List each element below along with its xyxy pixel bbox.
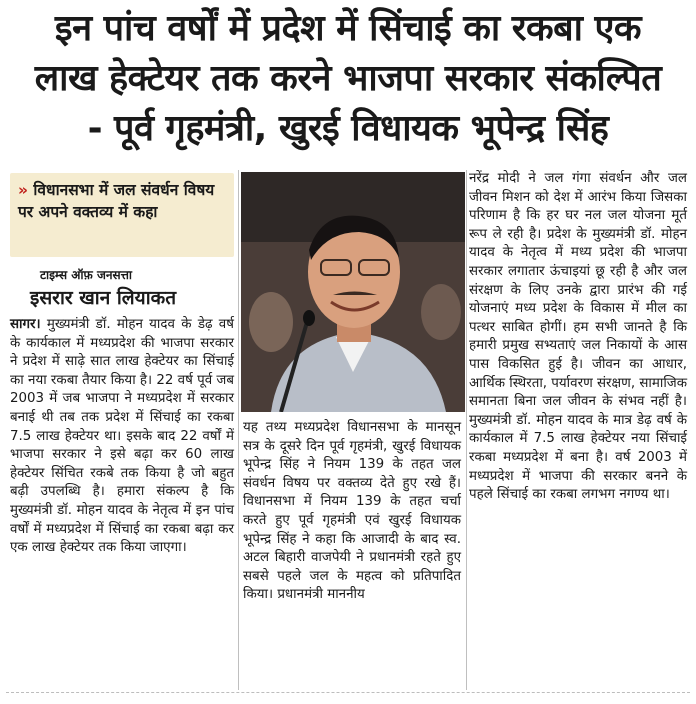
portrait-photo [241, 172, 465, 412]
highlight-text: विधानसभा में जल संवर्धन विषय पर अपने वक्तव्य में कहा [18, 181, 215, 221]
chevron-right-icon: » [18, 181, 29, 199]
bottom-border [6, 692, 690, 693]
article-column-2 [243, 419, 461, 605]
column-3-text: नरेंद्र मोदी ने जल गंगा संवर्धन और जल जीवन मिशन को देश में आरंभ किया जिसका परिणाम है कि हर घर नल जल योजना मूर्त रूप ले रही है। प्रदेश के मुख्यमंत्री डॉ. मोहन यादव के नेतृत्व में मध्य प्रदेश की भाजपा सरकार लगातार ऊंचाइयां छू रही है और जल संरक्षण के लिए उनके द्वारा प्रारंभ की गई योजनाएं मध्य प्रदेश के विकास में मील का पत्थर साबित होगीं। हम सभी जानते है कि हमारी प्रमुख सभ्यताएं जल निकायों के आस पास विकसित हुई है। जीवन का आधार, आर्थिक स्थिरता, पर्यावरण संरक्षण, सामाजिक समानता बिना जल जीवन के संभव नहीं है। मुख्यमंत्री डॉ. मोहन यादव के मात्र डेढ़ वर्ष के कार्यकाल में 7.5 लाख हेक्टेयर नया सिंचाई रकबा मध्यप्रदेश में बना है। वर्ष 2003 में मध्यप्रदेश में भाजपा की सरकार बनने के पहले सिंचाई का रकबा लगभग नगण्य था। [469, 171, 688, 503]
headline-line-1: इन पांच वर्षों में प्रदेश में सिंचाई का रकबा एक [54, 8, 642, 49]
portrait-illustration [241, 172, 465, 412]
headline [6, 4, 690, 154]
headline-line-3: - पूर्व गृहमंत्री, खुरई विधायक भूपेन्द्र सिंह [87, 108, 609, 149]
column-1-text: मुख्यमंत्री डॉ. मोहन यादव के डेढ़ वर्ष के कार्यकाल में मध्यप्रदेश की भाजपा सरकार ने प्रदेश में साढ़े सात लाख हेक्टेयर का सिंचाई का नया रकबा तैयार किया है। 22 वर्ष पूर्व जब 2003 में जब भाजपा ने मध्यप्रदेश में सरकार बनाई थी तब तक प्रदेश में सिंचाई का रकबा 7.5 लाख हेक्टेयर था। इसके बाद 22 वर्षों में भाजपा सरकार ने इसे बढ़ा कर 60 लाख हेक्टेयर सिंचित रकबे तक किया है जो बहुत बढ़ी उपलब्धि है। हमारा संकल्प है कि मुख्यमंत्री डॉ. मोहन यादव के नेतृत्व में इन पांच वर्षों में मध्यप्रदेश में सिंचाई का रकबा बढ़ा कर एक लाख हेक्टेयर तक किया जाएगा। [10, 317, 234, 556]
column-2-text: यह तथ्य मध्यप्रदेश विधानसभा के मानसून सत्र के दूसरे दिन पूर्व गृहमंत्री, खुरई विधायक भूपेन्द्र सिंह ने नियम 139 के तहत जल संवर्धन विषय पर वक्तव्य देते हुए रखे हैं। विधानसभा में नियम 139 के तहत चर्चा करते हुए पूर्व गृहमंत्री एवं खुरई विधायक भूपेन्द्र सिंह ने कहा कि आजादी के बाद स्व. अटल बिहारी वाजपेयी ने प्रधानमंत्री रहते हुए सबसे पहले जल के महत्व को प्रतिपादित किया। प्रधानमंत्री माननीय [243, 420, 461, 603]
author-byline: इसरार खान लियाकत [30, 287, 177, 309]
source-credit: टाइम्स ऑफ़ जनसत्ता [40, 268, 133, 282]
article-column-3 [469, 170, 687, 505]
highlight-box [10, 173, 234, 257]
article-column-1 [10, 316, 234, 558]
headline-line-2: लाख हेक्टेयर तक करने भाजपा सरकार संकल्पित [34, 58, 662, 99]
column-divider [466, 170, 467, 690]
column-divider [238, 170, 239, 690]
dateline: सागर। [10, 317, 41, 332]
